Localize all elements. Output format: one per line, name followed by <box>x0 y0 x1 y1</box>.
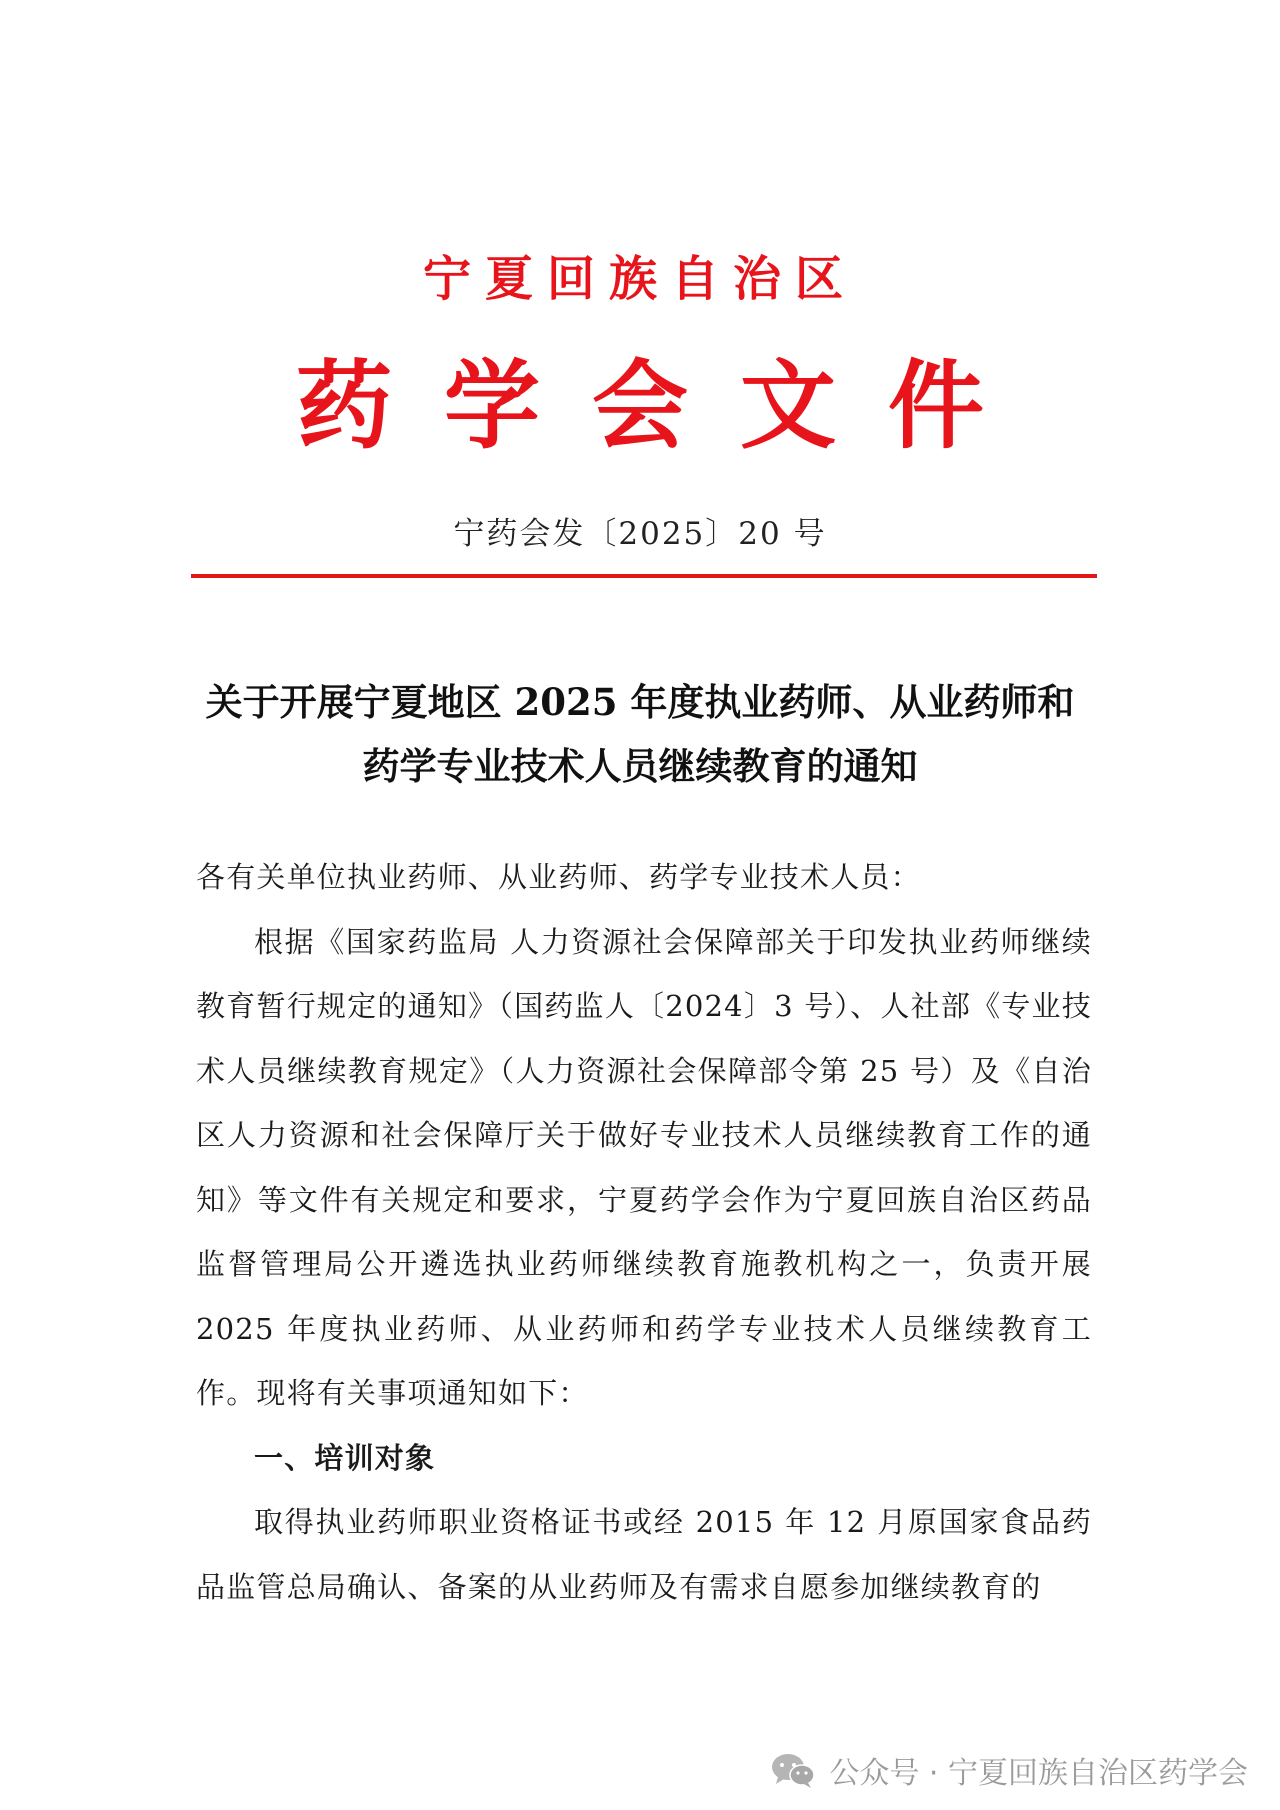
document-title <box>150 670 1130 798</box>
section-1-text: 取得执业药师职业资格证书或经 2015 年 12 月原国家食品药品监管总局确认、备案的从业药师及有需求自愿参加继续教育的 <box>196 1505 1092 1604</box>
salutation: 各有关单位执业药师、从业药师、药学专业技术人员： <box>196 860 921 894</box>
document-title-line1: 关于开展宁夏地区 2025 年度执业药师、从业药师和 <box>205 680 1075 724</box>
red-divider-line <box>191 574 1097 578</box>
wechat-watermark <box>769 1746 1248 1794</box>
wechat-icon <box>769 1750 817 1790</box>
document-body <box>196 845 1092 1619</box>
section-heading-training-target: 一、培训对象 <box>254 1440 436 1475</box>
watermark-text: 公众号 · 宁夏回族自治区药学会 <box>829 1756 1248 1791</box>
doc-type-header: 药学会文件 <box>296 349 1036 462</box>
document-number: 宁药会发〔2025〕20 号 <box>453 516 827 552</box>
org-name-header: 宁夏回族自治区 <box>422 251 857 307</box>
body-paragraph-1: 根据《国家药监局 人力资源社会保障部关于印发执业药师继续教育暂行规定的通知》（国药监人〔2024〕3 号）、人社部《专业技术人员继续教育规定》（人力资源社会保障部令第 25 号）及《自治区人力资源和社会保障厅关于做好专业技术人员继续教育工作的通知》等文件有关规定和要求，宁夏药学会作为宁夏回族自治区药品监督管理局公开遴选执业药师继续教育施教机构之一，负责开展 2025 年度执业药师、从业药师和药学专业技术人员继续教育工作。现将有关事项通知如下： <box>196 924 1092 1410</box>
document-title-line2: 药学专业技术人员继续教育的通知 <box>362 744 918 788</box>
